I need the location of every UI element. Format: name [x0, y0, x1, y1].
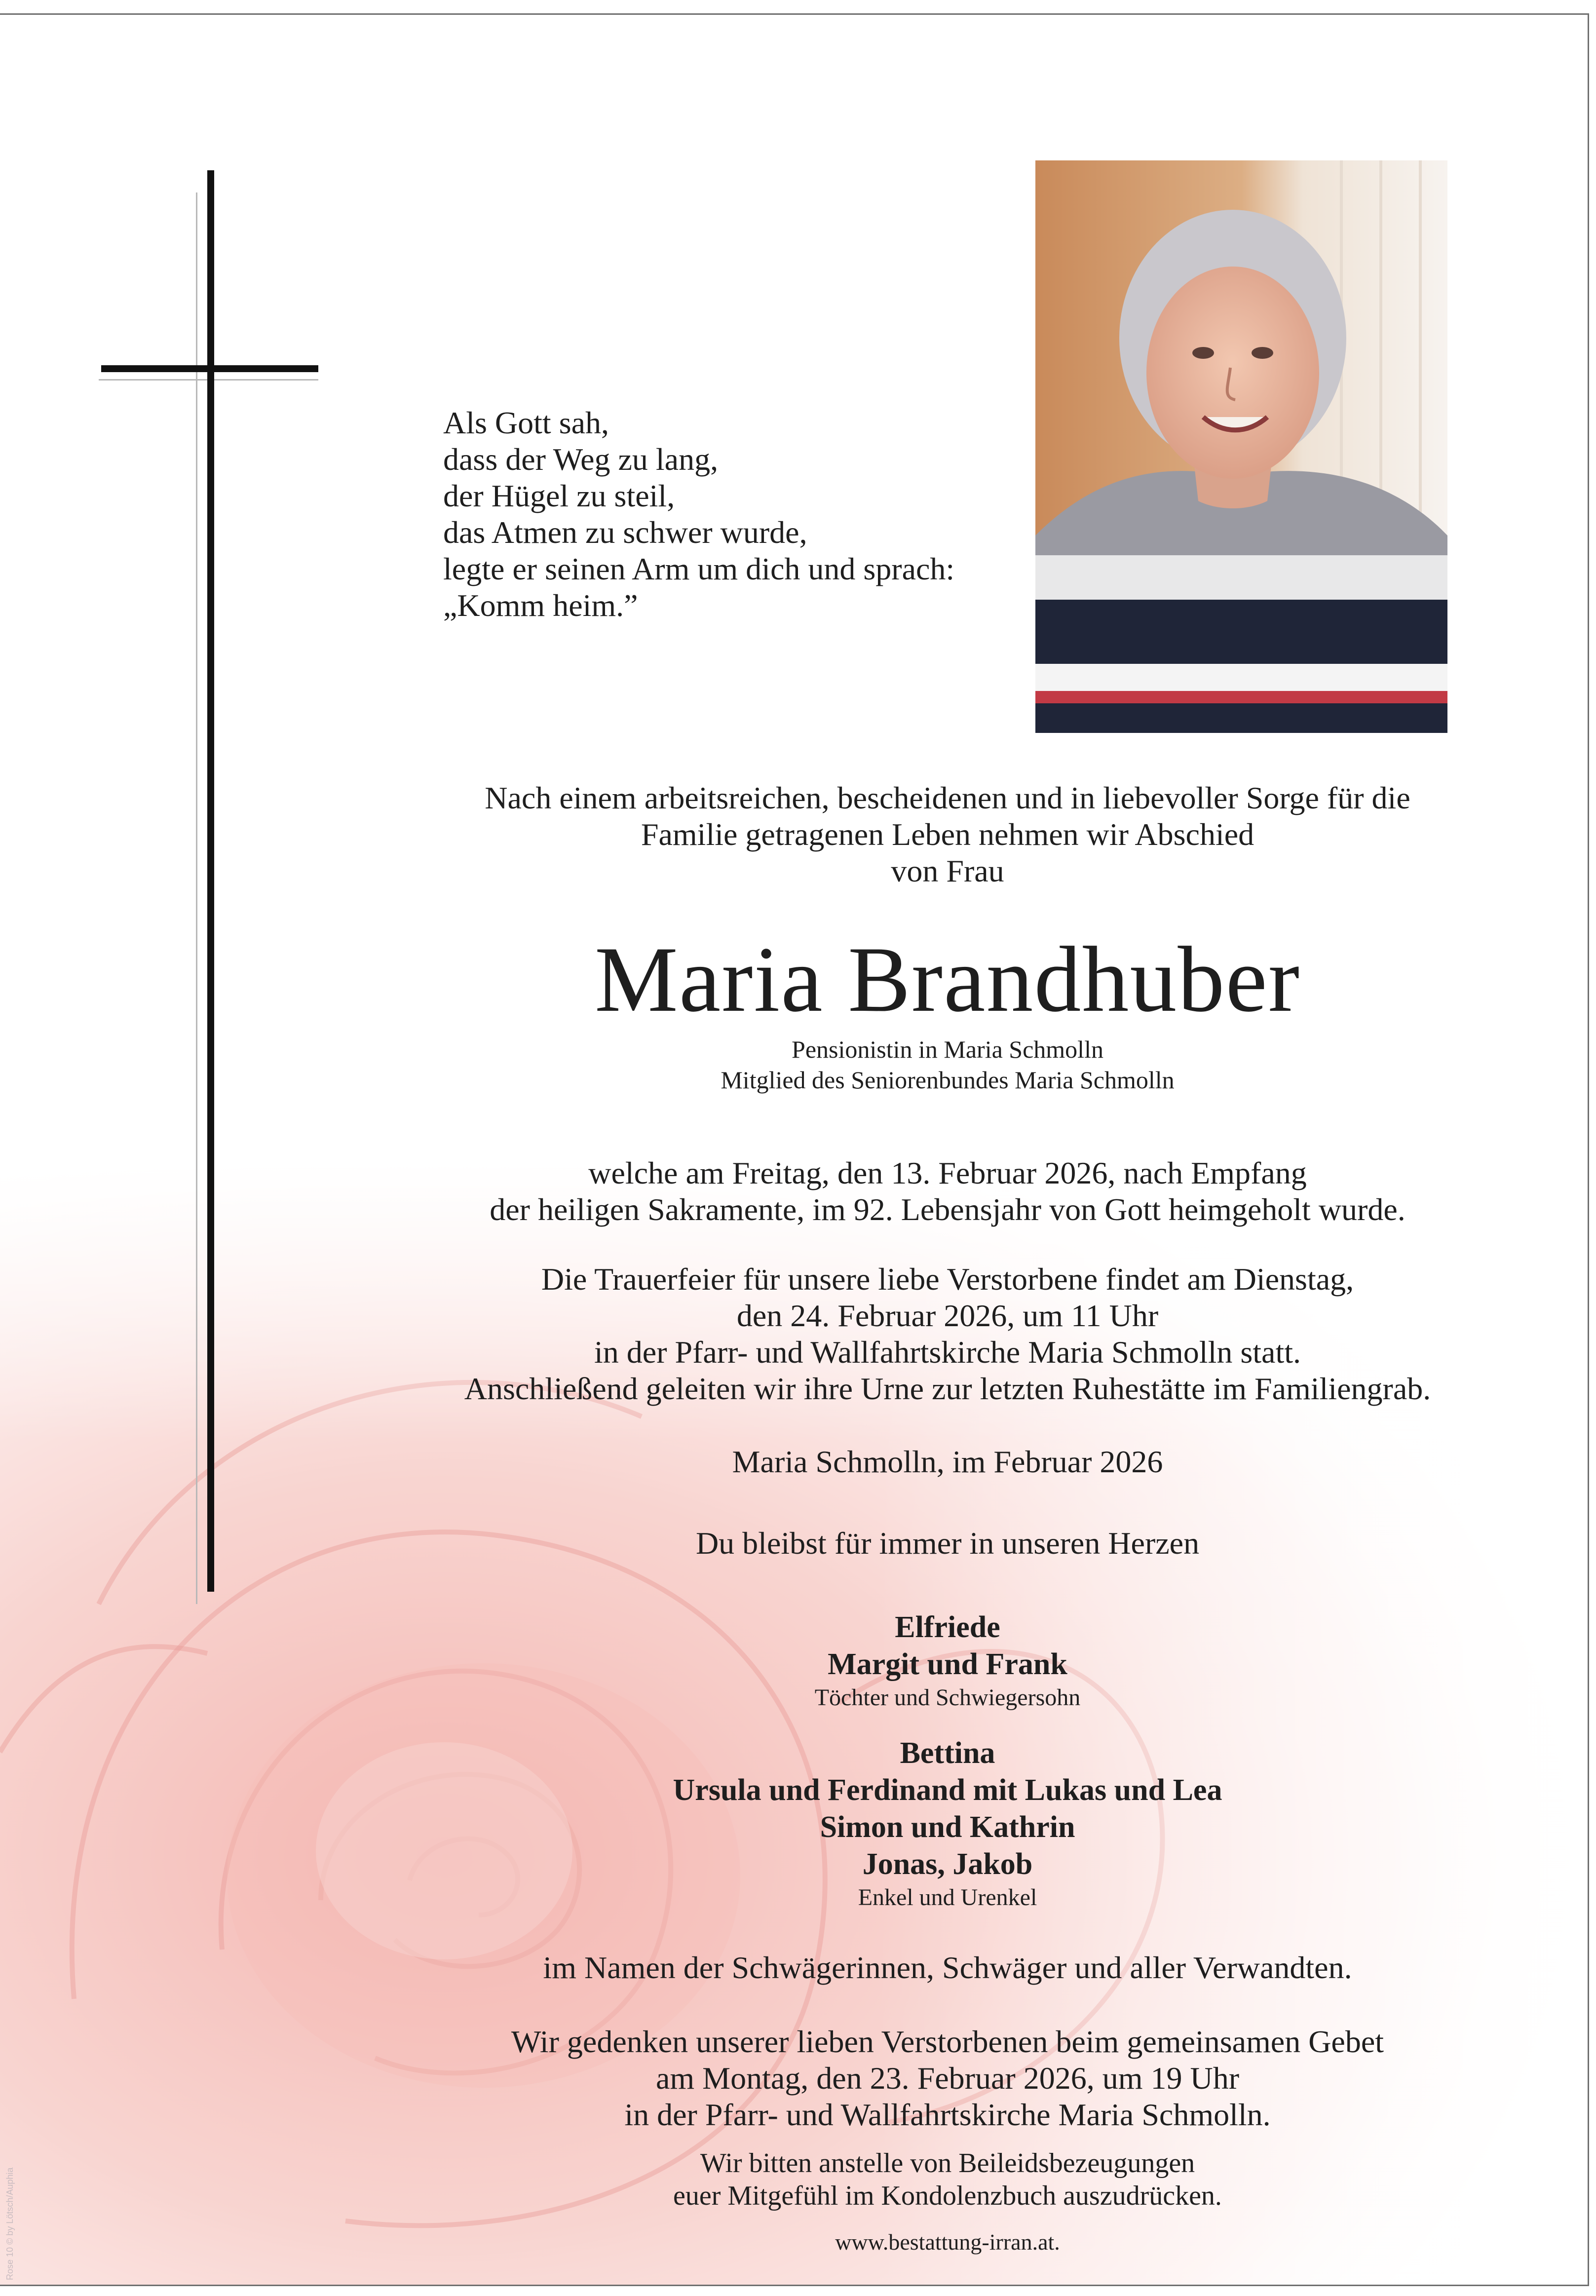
intro-line: Familie getragenen Leben nehmen wir Abschied — [641, 817, 1254, 852]
poem — [443, 405, 1060, 624]
death-line: der heiligen Sakramente, im 92. Lebensjahr von Gott heimgeholt wurde. — [490, 1192, 1406, 1227]
prayer-line: Wir gedenken unserer lieben Verstorbenen beim gemeinsamen Gebet — [511, 2024, 1384, 2059]
poem-line: der Hügel zu steil, — [443, 478, 675, 513]
poem-line: dass der Weg zu lang, — [443, 442, 719, 477]
intro-line: Nach einem arbeitsreichen, bescheidenen und in liebevoller Sorge für die — [485, 780, 1410, 815]
death-line: welche am Freitag, den 13. Februar 2026, nach Empfang — [588, 1155, 1307, 1190]
family-name: Bettina — [900, 1736, 995, 1770]
prayer-line: am Montag, den 23. Februar 2026, um 19 Uhr — [655, 2061, 1240, 2096]
family-name: Simon und Kathrin — [820, 1810, 1075, 1844]
poem-line: „Komm heim.” — [443, 588, 638, 623]
title-line: Pensionistin in Maria Schmolln — [792, 1035, 1103, 1063]
relatives-line: im Namen der Schwägerinnen, Schwäger und aller Verwandten. — [543, 1950, 1352, 1985]
family-name: Jonas, Jakob — [862, 1847, 1033, 1881]
funeral-info — [434, 1261, 1461, 1407]
condolence-request — [434, 2147, 1461, 2212]
funeral-line: den 24. Februar 2026, um 11 Uhr — [736, 1298, 1159, 1333]
family-relation: Enkel und Urenkel — [858, 1884, 1037, 1911]
funeral-line: Anschließend geleiten wir ihre Urne zur letzten Ruhestätte im Familiengrab. — [464, 1371, 1431, 1406]
page-border-right — [1588, 13, 1589, 2286]
family-group-daughters — [434, 1609, 1461, 1713]
family-name: Margit und Frank — [828, 1647, 1067, 1681]
deceased-name: Maria Brandhuber — [594, 928, 1301, 1032]
page-border-bottom — [0, 2285, 1589, 2286]
funeral-home-website[interactable]: www.bestattung-irran.at. — [835, 2229, 1060, 2255]
cross-shadow-vertical — [196, 192, 197, 1604]
prayer-info — [434, 2024, 1461, 2133]
intro-line: von Frau — [891, 853, 1004, 888]
page-border-top — [0, 13, 1589, 15]
family-name: Ursula und Ferdinand mit Lukas und Lea — [673, 1773, 1222, 1807]
intro-text — [434, 780, 1461, 889]
death-notice — [434, 1155, 1461, 1228]
printer-credit: Rose 10 © by Lötsch/Auphia — [5, 2167, 15, 2280]
request-line: euer Mitgefühl im Kondolenzbuch auszudrücken. — [673, 2181, 1222, 2211]
poem-line: legte er seinen Arm um dich und sprach: — [443, 551, 955, 586]
portrait-photo — [1035, 160, 1447, 733]
place-date: Maria Schmolln, im Februar 2026 — [732, 1444, 1163, 1479]
cross-vertical-bar — [207, 170, 214, 1592]
deceased-titles — [434, 1034, 1461, 1095]
prayer-line: in der Pfarr- und Wallfahrtskirche Maria Schmolln. — [624, 2097, 1271, 2132]
family-group-grandchildren — [434, 1735, 1461, 1913]
title-line: Mitglied des Seniorenbundes Maria Schmolln — [721, 1066, 1175, 1094]
closing-phrase: Du bleibst für immer in unseren Herzen — [695, 1526, 1200, 1561]
poem-line: das Atmen zu schwer wurde, — [443, 515, 807, 550]
family-relation: Töchter und Schwiegersohn — [814, 1684, 1081, 1711]
family-name: Elfriede — [895, 1610, 1000, 1644]
funeral-line: in der Pfarr- und Wallfahrtskirche Maria Schmolln statt. — [594, 1335, 1301, 1370]
request-line: Wir bitten anstelle von Beileidsbezeugungen — [700, 2148, 1195, 2179]
poem-line: Als Gott sah, — [443, 405, 609, 440]
funeral-line: Die Trauerfeier für unsere liebe Verstorbene findet am Dienstag, — [541, 1262, 1354, 1297]
cross-horizontal-bar — [101, 365, 318, 372]
